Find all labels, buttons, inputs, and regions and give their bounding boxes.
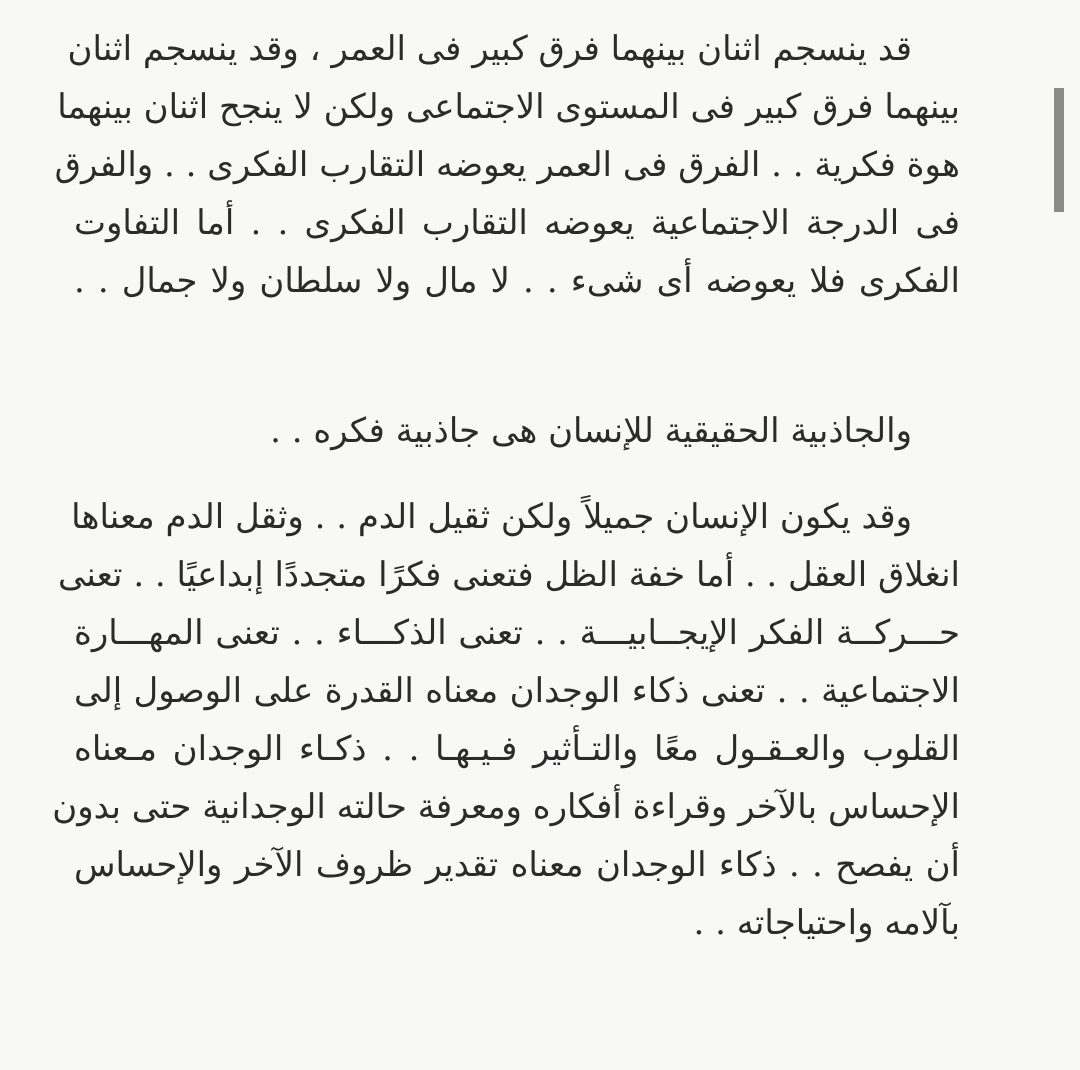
text-line: فى الدرجة الاجتماعية يعوضه التقارب الفكرى . . أما التفاوت — [74, 203, 960, 243]
text-line: أن يفصح . . ذكاء الوجدان معناه تقدير ظروف الآخر والإحساس — [74, 845, 960, 885]
text-line: بآلامه واحتياجاته . . — [693, 903, 960, 943]
paragraph-3 — [52, 488, 960, 952]
text-line: بينهما فرق كبير فى المستوى الاجتماعى ولكن لا ينجح اثنان بينهما — [57, 87, 960, 127]
text-line: والجاذبية الحقيقية للإنسان هى جاذبية فكره . . — [270, 411, 912, 451]
text-line: الإحساس بالآخر وقراءة أفكاره ومعرفة حالته الوجدانية حتى بدون — [52, 787, 960, 827]
paragraph-2 — [74, 402, 960, 460]
text-line: القلوب والعـقـول معًا والتـأثير فـيـهـا . . ذكـاء الوجدان مـعناه — [74, 729, 960, 769]
text-line: هوة فكرية . . الفرق فى العمر يعوضه التقارب الفكرى . . والفرق — [54, 145, 960, 185]
margin-bar — [1054, 88, 1064, 212]
text-line: الاجتماعية . . تعنى ذكاء الوجدان معناه القدرة على الوصول إلى — [74, 671, 960, 711]
text-line: انغلاق العقل . . أما خفة الظل فتعنى فكرًا متجددًا إبداعيًا . . تعنى — [58, 555, 960, 595]
text-line: الفكرى فلا يعوضه أى شىء . . لا مال ولا سلطان ولا جمال . . — [74, 261, 960, 301]
text-line: وقد يكون الإنسان جميلاً ولكن ثقيل الدم . . وثقل الدم معناها — [71, 497, 912, 537]
text-line: حـــركــة الفكر الإيجــابيـــة . . تعنى الذكـــاء . . تعنى المهـــارة — [74, 613, 960, 653]
text-line: قد ينسجم اثنان بينهما فرق كبير فى العمر ، وقد ينسجم اثنان — [67, 29, 912, 69]
paragraph-1 — [54, 20, 960, 310]
